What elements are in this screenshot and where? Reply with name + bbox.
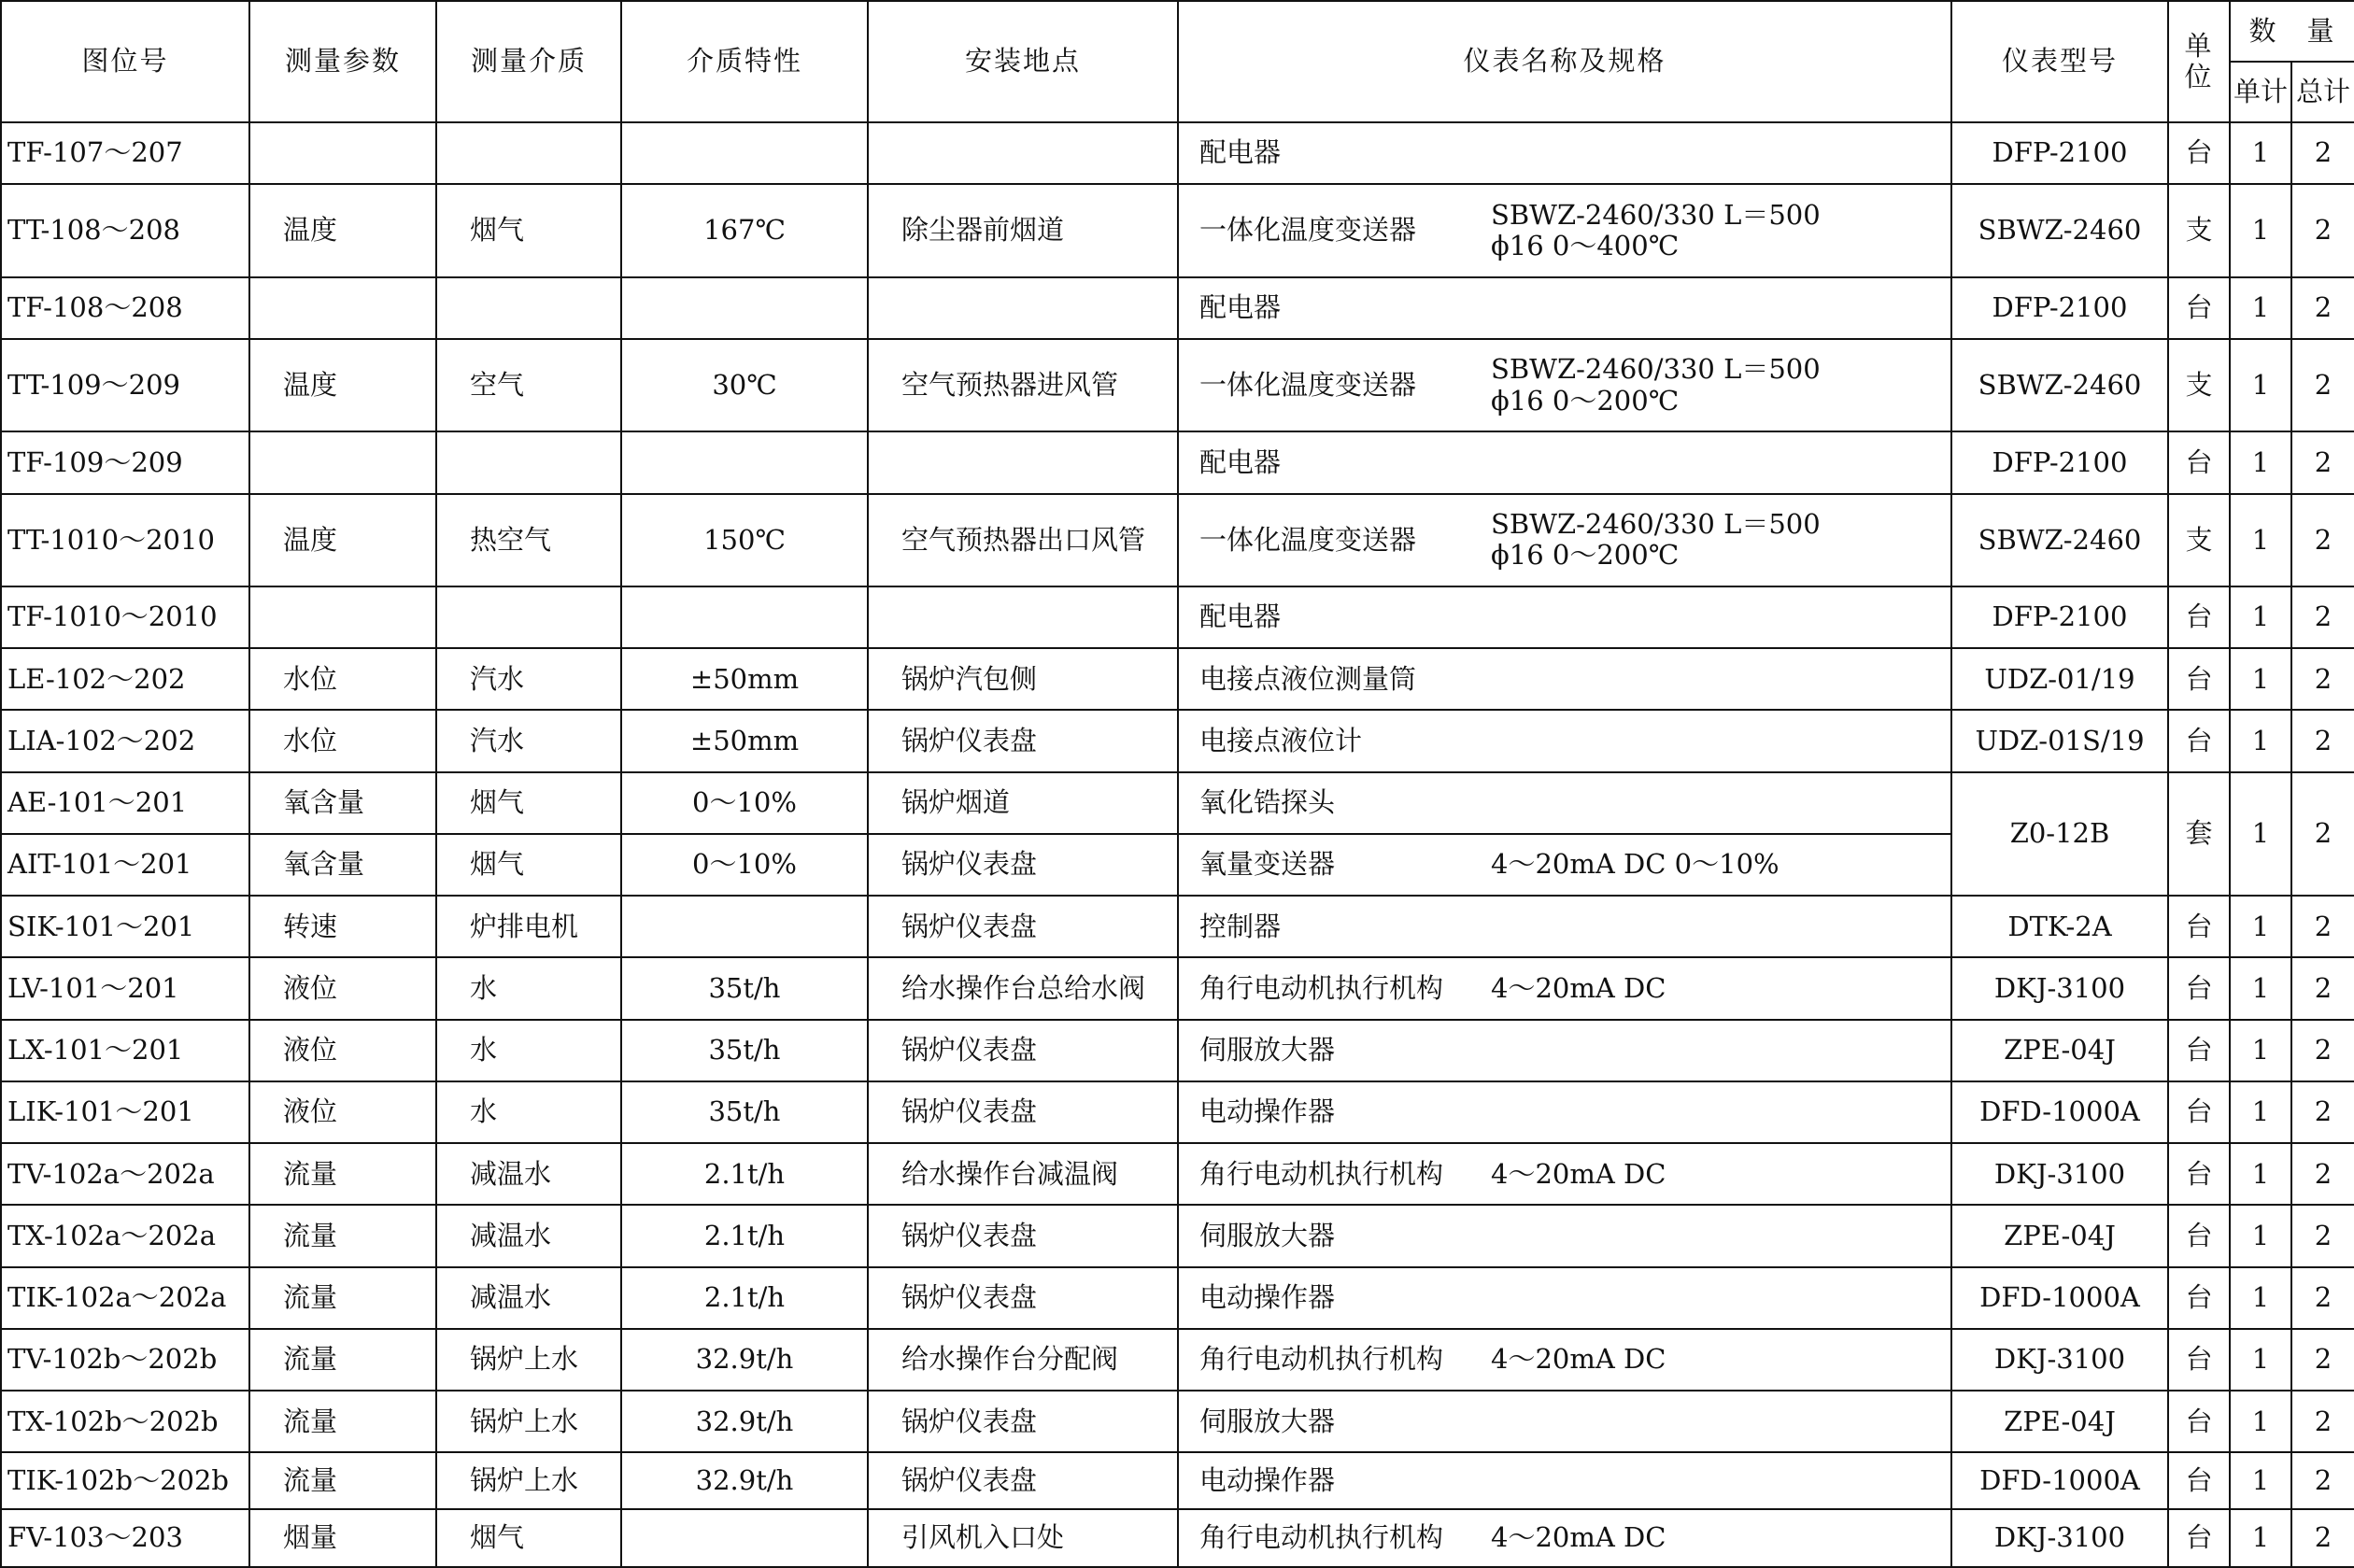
- cell-param: 流量: [249, 1205, 436, 1266]
- cell-qty-total: 2: [2291, 648, 2354, 710]
- cell-model: SBWZ-2460: [1951, 184, 2168, 276]
- cell-qty-unit: 1: [2230, 1081, 2291, 1143]
- cell-param: 氧含量: [249, 834, 436, 896]
- instrument-name: 电动操作器: [1199, 1463, 1336, 1496]
- cell-location: 给水操作台分配阀: [868, 1329, 1178, 1391]
- cell-qty-total: 2: [2291, 1267, 2354, 1329]
- cell-model: ZPE-04J: [1951, 1391, 2168, 1452]
- cell-medium: 锅炉上水: [436, 1391, 621, 1452]
- cell-unit: 台: [2168, 1143, 2230, 1205]
- cell-tag: LIK-101～201: [1, 1081, 249, 1143]
- cell-name-spec: [1178, 772, 1951, 834]
- cell-qty-total: 2: [2291, 1509, 2354, 1567]
- table-row: [1, 1205, 2354, 1266]
- cell-param: 烟量: [249, 1509, 436, 1567]
- cell-qty-total: 2: [2291, 1329, 2354, 1391]
- cell-param: 液位: [249, 1020, 436, 1081]
- cell-location: 锅炉仪表盘: [868, 1391, 1178, 1452]
- cell-model: DFP-2100: [1951, 431, 2168, 493]
- cell-qty-unit: 1: [2230, 1143, 2291, 1205]
- table-row: [1, 648, 2354, 710]
- cell-location: 锅炉仪表盘: [868, 1020, 1178, 1081]
- cell-location: [868, 431, 1178, 493]
- cell-tag: TT-1010～2010: [1, 494, 249, 586]
- header-param: 测量参数: [249, 1, 436, 122]
- instrument-spec: 4～20mA DC: [1491, 1157, 1666, 1190]
- instrument-spec: SBWZ-2460/330 L＝500 ϕ16 0～200℃: [1491, 353, 1821, 417]
- instrument-name: 伺服放大器: [1199, 1034, 1336, 1067]
- cell-tag: AE-101～201: [1, 772, 249, 834]
- instrument-name: 控制器: [1199, 910, 1282, 942]
- cell-qty-unit: 1: [2230, 122, 2291, 184]
- cell-unit: 台: [2168, 1391, 2230, 1452]
- table-row: [1, 1509, 2354, 1567]
- cell-prop: [621, 1509, 868, 1567]
- cell-prop: [621, 122, 868, 184]
- cell-location: 空气预热器进风管: [868, 339, 1178, 431]
- cell-unit: 台: [2168, 431, 2230, 493]
- cell-prop: 167℃: [621, 184, 868, 276]
- cell-name-spec: [1178, 339, 1951, 431]
- cell-name-spec: [1178, 122, 1951, 184]
- cell-param: 流量: [249, 1391, 436, 1452]
- cell-qty-total: 2: [2291, 710, 2354, 771]
- cell-param: 流量: [249, 1329, 436, 1391]
- instrument-spec: 4～20mA DC 0～10%: [1491, 848, 1780, 881]
- cell-location: 空气预热器出口风管: [868, 494, 1178, 586]
- cell-medium: 烟气: [436, 184, 621, 276]
- header-tag: 图位号: [1, 1, 249, 122]
- cell-unit: 台: [2168, 710, 2230, 771]
- cell-qty-total: 2: [2291, 586, 2354, 648]
- cell-medium: 烟气: [436, 834, 621, 896]
- cell-tag: TIK-102b～202b: [1, 1452, 249, 1508]
- cell-name-spec: [1178, 834, 1951, 896]
- header-name-spec: 仪表名称及规格: [1178, 1, 1951, 122]
- cell-model: DFP-2100: [1951, 277, 2168, 339]
- instrument-name: 电动操作器: [1199, 1095, 1336, 1128]
- cell-qty-unit: 1: [2230, 339, 2291, 431]
- cell-unit: 台: [2168, 277, 2230, 339]
- cell-unit: 支: [2168, 339, 2230, 431]
- cell-location: 锅炉仪表盘: [868, 710, 1178, 771]
- cell-model: DKJ-3100: [1951, 957, 2168, 1019]
- cell-tag: LX-101～201: [1, 1020, 249, 1081]
- cell-tag: TV-102b～202b: [1, 1329, 249, 1391]
- instrument-name: 一体化温度变送器: [1199, 214, 1417, 247]
- cell-qty-unit: 1: [2230, 1509, 2291, 1567]
- cell-tag: TIK-102a～202a: [1, 1267, 249, 1329]
- cell-unit: 套: [2168, 772, 2230, 897]
- cell-unit: 台: [2168, 1509, 2230, 1567]
- cell-prop: [621, 431, 868, 493]
- cell-qty-unit: 1: [2230, 896, 2291, 957]
- cell-location: 除尘器前烟道: [868, 184, 1178, 276]
- cell-tag: TT-108～208: [1, 184, 249, 276]
- cell-model: DFP-2100: [1951, 586, 2168, 648]
- cell-param: 温度: [249, 339, 436, 431]
- cell-model: DKJ-3100: [1951, 1143, 2168, 1205]
- cell-model: DKJ-3100: [1951, 1329, 2168, 1391]
- cell-medium: 水: [436, 1081, 621, 1143]
- cell-medium: 热空气: [436, 494, 621, 586]
- instrument-name: 伺服放大器: [1199, 1405, 1336, 1437]
- cell-prop: 30℃: [621, 339, 868, 431]
- cell-medium: 炉排电机: [436, 896, 621, 957]
- cell-prop: [621, 277, 868, 339]
- cell-prop: 2.1t/h: [621, 1143, 868, 1205]
- instrument-name: 伺服放大器: [1199, 1219, 1336, 1251]
- cell-model: DFD-1000A: [1951, 1081, 2168, 1143]
- instrument-name: 氧化锆探头: [1199, 786, 1336, 819]
- table-row: [1, 431, 2354, 493]
- cell-unit: 支: [2168, 494, 2230, 586]
- cell-tag: LE-102～202: [1, 648, 249, 710]
- instrument-name: 电接点液位计: [1199, 724, 1363, 756]
- cell-qty-total: 2: [2291, 1143, 2354, 1205]
- cell-prop: ±50mm: [621, 648, 868, 710]
- instrument-name: 角行电动机执行机构: [1199, 971, 1444, 1004]
- cell-qty-total: 2: [2291, 1391, 2354, 1452]
- cell-location: 引风机入口处: [868, 1509, 1178, 1567]
- header-qty: 数 量: [2230, 1, 2354, 62]
- cell-param: 温度: [249, 494, 436, 586]
- cell-prop: 150℃: [621, 494, 868, 586]
- cell-unit: 台: [2168, 122, 2230, 184]
- table-row: [1, 896, 2354, 957]
- cell-medium: 烟气: [436, 1509, 621, 1567]
- table-row: [1, 586, 2354, 648]
- table-body: [1, 122, 2354, 1567]
- table-row: [1, 1020, 2354, 1081]
- cell-qty-unit: 1: [2230, 277, 2291, 339]
- cell-name-spec: [1178, 1143, 1951, 1205]
- instrument-name: 配电器: [1199, 445, 1282, 478]
- cell-location: 锅炉仪表盘: [868, 1081, 1178, 1143]
- cell-location: 给水操作台减温阀: [868, 1143, 1178, 1205]
- cell-param: 流量: [249, 1143, 436, 1205]
- table-row: [1, 277, 2354, 339]
- cell-medium: 减温水: [436, 1267, 621, 1329]
- cell-name-spec: [1178, 586, 1951, 648]
- cell-tag: AIT-101～201: [1, 834, 249, 896]
- cell-medium: [436, 122, 621, 184]
- table-row: [1, 1081, 2354, 1143]
- cell-medium: 汽水: [436, 648, 621, 710]
- cell-name-spec: [1178, 277, 1951, 339]
- cell-unit: 台: [2168, 648, 2230, 710]
- cell-prop: 2.1t/h: [621, 1267, 868, 1329]
- cell-prop: [621, 896, 868, 957]
- cell-qty-unit: 1: [2230, 710, 2291, 771]
- cell-unit: 台: [2168, 1329, 2230, 1391]
- cell-param: 流量: [249, 1267, 436, 1329]
- cell-location: [868, 277, 1178, 339]
- cell-param: [249, 431, 436, 493]
- cell-param: 氧含量: [249, 772, 436, 834]
- cell-prop: 32.9t/h: [621, 1452, 868, 1508]
- cell-param: 水位: [249, 710, 436, 771]
- cell-model: SBWZ-2460: [1951, 494, 2168, 586]
- cell-qty-unit: 1: [2230, 772, 2291, 897]
- cell-prop: 0～10%: [621, 834, 868, 896]
- cell-qty-total: 2: [2291, 896, 2354, 957]
- cell-name-spec: [1178, 896, 1951, 957]
- cell-param: 转速: [249, 896, 436, 957]
- cell-qty-total: 2: [2291, 431, 2354, 493]
- cell-location: 锅炉仪表盘: [868, 834, 1178, 896]
- cell-name-spec: [1178, 1020, 1951, 1081]
- cell-name-spec: [1178, 1509, 1951, 1567]
- header-medium: 测量介质: [436, 1, 621, 122]
- cell-param: 液位: [249, 1081, 436, 1143]
- cell-name-spec: [1178, 1452, 1951, 1508]
- cell-unit: 台: [2168, 1205, 2230, 1266]
- cell-name-spec: [1178, 1205, 1951, 1266]
- table-row: [1, 1452, 2354, 1508]
- table-row: [1, 1391, 2354, 1452]
- cell-qty-unit: 1: [2230, 494, 2291, 586]
- cell-name-spec: [1178, 1267, 1951, 1329]
- cell-qty-total: 2: [2291, 1020, 2354, 1081]
- cell-qty-unit: 1: [2230, 184, 2291, 276]
- instrument-name: 角行电动机执行机构: [1199, 1343, 1444, 1376]
- cell-name-spec: [1178, 431, 1951, 493]
- cell-qty-total: 2: [2291, 184, 2354, 276]
- cell-qty-total: 2: [2291, 1081, 2354, 1143]
- cell-qty-total: 2: [2291, 277, 2354, 339]
- cell-model: SBWZ-2460: [1951, 339, 2168, 431]
- cell-model: DFP-2100: [1951, 122, 2168, 184]
- cell-unit: 台: [2168, 896, 2230, 957]
- cell-model: UDZ-01/19: [1951, 648, 2168, 710]
- cell-prop: 32.9t/h: [621, 1329, 868, 1391]
- header-qty-unit: 单计: [2230, 62, 2291, 122]
- cell-tag: TF-108～208: [1, 277, 249, 339]
- cell-prop: 35t/h: [621, 1081, 868, 1143]
- cell-location: 锅炉烟道: [868, 772, 1178, 834]
- cell-medium: 水: [436, 1020, 621, 1081]
- cell-location: [868, 586, 1178, 648]
- cell-tag: FV-103～203: [1, 1509, 249, 1567]
- cell-model: ZPE-04J: [1951, 1020, 2168, 1081]
- cell-unit: 台: [2168, 1267, 2230, 1329]
- cell-qty-total: 2: [2291, 122, 2354, 184]
- cell-param: [249, 122, 436, 184]
- cell-location: [868, 122, 1178, 184]
- cell-param: 液位: [249, 957, 436, 1019]
- instrument-name: 配电器: [1199, 136, 1282, 169]
- cell-unit: 台: [2168, 957, 2230, 1019]
- cell-tag: TV-102a～202a: [1, 1143, 249, 1205]
- table-row: [1, 339, 2354, 431]
- cell-location: 给水操作台总给水阀: [868, 957, 1178, 1019]
- instrument-name: 电动操作器: [1199, 1281, 1336, 1314]
- cell-model: DKJ-3100: [1951, 1509, 2168, 1567]
- cell-tag: LIA-102～202: [1, 710, 249, 771]
- cell-tag: TF-109～209: [1, 431, 249, 493]
- header-prop: 介质特性: [621, 1, 868, 122]
- cell-prop: ±50mm: [621, 710, 868, 771]
- instrument-name: 一体化温度变送器: [1199, 523, 1417, 556]
- cell-unit: 台: [2168, 1452, 2230, 1508]
- cell-tag: TX-102a～202a: [1, 1205, 249, 1266]
- cell-name-spec: [1178, 710, 1951, 771]
- cell-tag: TF-107～207: [1, 122, 249, 184]
- instrument-name: 角行电动机执行机构: [1199, 1521, 1444, 1554]
- instrument-name: 角行电动机执行机构: [1199, 1157, 1444, 1190]
- header-qty-total: 总计: [2291, 62, 2354, 122]
- instrument-spec: SBWZ-2460/330 L＝500 ϕ16 0～200℃: [1491, 507, 1821, 572]
- table-row: [1, 957, 2354, 1019]
- cell-name-spec: [1178, 494, 1951, 586]
- cell-qty-unit: 1: [2230, 1267, 2291, 1329]
- table-row: [1, 1267, 2354, 1329]
- instrument-name: 氧量变送器: [1199, 848, 1336, 881]
- instrument-spec: 4～20mA DC: [1491, 971, 1666, 1004]
- cell-name-spec: [1178, 1081, 1951, 1143]
- instrument-name: 配电器: [1199, 291, 1282, 324]
- cell-unit: 台: [2168, 1020, 2230, 1081]
- cell-location: 锅炉仪表盘: [868, 1205, 1178, 1266]
- cell-medium: 汽水: [436, 710, 621, 771]
- cell-medium: 锅炉上水: [436, 1452, 621, 1508]
- cell-location: 锅炉仪表盘: [868, 1267, 1178, 1329]
- cell-medium: 锅炉上水: [436, 1329, 621, 1391]
- cell-location: 锅炉仪表盘: [868, 896, 1178, 957]
- cell-medium: 烟气: [436, 772, 621, 834]
- table-row: [1, 184, 2354, 276]
- cell-qty-unit: 1: [2230, 1020, 2291, 1081]
- cell-medium: 减温水: [436, 1143, 621, 1205]
- cell-param: 水位: [249, 648, 436, 710]
- cell-param: 温度: [249, 184, 436, 276]
- table-row: [1, 710, 2354, 771]
- cell-unit: 台: [2168, 1081, 2230, 1143]
- cell-medium: 水: [436, 957, 621, 1019]
- cell-name-spec: [1178, 184, 1951, 276]
- cell-param: 流量: [249, 1452, 436, 1508]
- cell-model: UDZ-01S/19: [1951, 710, 2168, 771]
- cell-medium: 空气: [436, 339, 621, 431]
- table-row: [1, 1143, 2354, 1205]
- cell-model: DFD-1000A: [1951, 1267, 2168, 1329]
- cell-qty-total: 2: [2291, 1205, 2354, 1266]
- cell-model: ZPE-04J: [1951, 1205, 2168, 1266]
- cell-prop: 32.9t/h: [621, 1391, 868, 1452]
- cell-tag: LV-101～201: [1, 957, 249, 1019]
- cell-qty-unit: 1: [2230, 1391, 2291, 1452]
- cell-qty-total: 2: [2291, 494, 2354, 586]
- cell-tag: TF-1010～2010: [1, 586, 249, 648]
- cell-qty-total: 2: [2291, 772, 2354, 897]
- cell-qty-unit: 1: [2230, 431, 2291, 493]
- cell-qty-unit: 1: [2230, 648, 2291, 710]
- cell-location: 锅炉仪表盘: [868, 1452, 1178, 1508]
- header-model: 仪表型号: [1951, 1, 2168, 122]
- instrument-name: 配电器: [1199, 600, 1282, 633]
- cell-tag: TT-109～209: [1, 339, 249, 431]
- cell-unit: 支: [2168, 184, 2230, 276]
- cell-qty-unit: 1: [2230, 586, 2291, 648]
- cell-tag: TX-102b～202b: [1, 1391, 249, 1452]
- cell-medium: 减温水: [436, 1205, 621, 1266]
- header-location: 安装地点: [868, 1, 1178, 122]
- cell-prop: 2.1t/h: [621, 1205, 868, 1266]
- cell-qty-unit: 1: [2230, 1452, 2291, 1508]
- cell-medium: [436, 586, 621, 648]
- cell-unit: 台: [2168, 586, 2230, 648]
- instrument-spec: 4～20mA DC: [1491, 1521, 1666, 1554]
- cell-qty-unit: 1: [2230, 1205, 2291, 1266]
- table-header: [1, 1, 2354, 122]
- cell-medium: [436, 277, 621, 339]
- instrument-spec: 4～20mA DC: [1491, 1343, 1666, 1376]
- cell-prop: 35t/h: [621, 957, 868, 1019]
- cell-qty-unit: 1: [2230, 1329, 2291, 1391]
- cell-name-spec: [1178, 648, 1951, 710]
- cell-model: DFD-1000A: [1951, 1452, 2168, 1508]
- cell-model: DTK-2A: [1951, 896, 2168, 957]
- instrument-spec: SBWZ-2460/330 L＝500 ϕ16 0～400℃: [1491, 198, 1821, 261]
- cell-param: [249, 586, 436, 648]
- instrument-name: 一体化温度变送器: [1199, 368, 1417, 401]
- cell-prop: [621, 586, 868, 648]
- cell-tag: SIK-101～201: [1, 896, 249, 957]
- table-row: [1, 1329, 2354, 1391]
- cell-qty-total: 2: [2291, 339, 2354, 431]
- instrument-name: 电接点液位测量筒: [1199, 662, 1417, 695]
- cell-qty-unit: 1: [2230, 957, 2291, 1019]
- cell-prop: 35t/h: [621, 1020, 868, 1081]
- cell-location: 锅炉汽包侧: [868, 648, 1178, 710]
- cell-name-spec: [1178, 1329, 1951, 1391]
- cell-name-spec: [1178, 1391, 1951, 1452]
- cell-model: Z0-12B: [1951, 772, 2168, 897]
- table-row: [1, 122, 2354, 184]
- table-row: [1, 772, 2354, 834]
- cell-medium: [436, 431, 621, 493]
- cell-param: [249, 277, 436, 339]
- cell-qty-total: 2: [2291, 1452, 2354, 1508]
- cell-qty-total: 2: [2291, 957, 2354, 1019]
- table-row: [1, 494, 2354, 586]
- header-unit: 单 位: [2168, 1, 2230, 122]
- cell-prop: 0～10%: [621, 772, 868, 834]
- cell-name-spec: [1178, 957, 1951, 1019]
